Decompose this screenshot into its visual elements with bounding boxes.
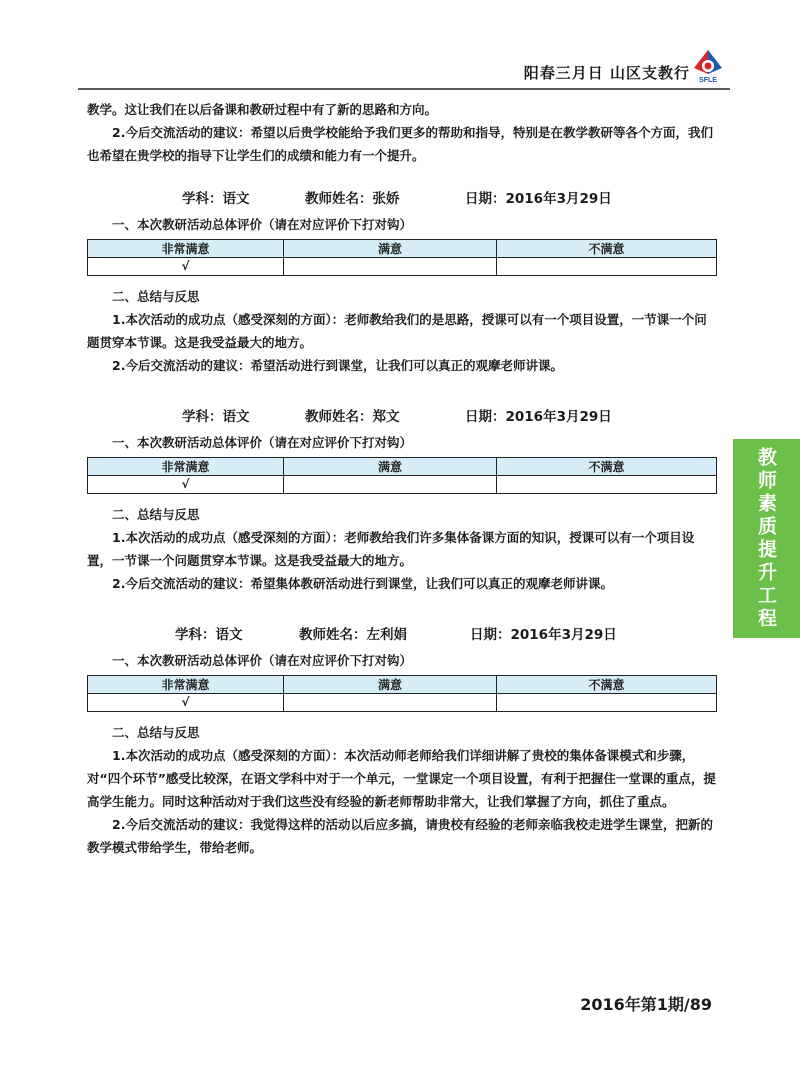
- teacher-info-line: [87, 403, 717, 431]
- summary-title: 二、总结与反思: [112, 289, 200, 304]
- rating-table: [87, 675, 717, 712]
- check-very-satisfied: √: [88, 258, 284, 276]
- check-unsatisfied: [497, 476, 717, 494]
- summary-title: 二、总结与反思: [112, 725, 200, 740]
- subject-label: 学科：语文: [175, 627, 243, 643]
- eval-title: 一、本次教研活动总体评价（请在对应评价下打对钩）: [112, 653, 413, 668]
- evaluation-section-1: [87, 185, 717, 377]
- check-satisfied: [284, 476, 497, 494]
- suggestion: 2.今后交流活动的建议：我觉得这样的活动以后应多搞，请贵校有经验的老师亲临我校走进学生课堂，把新的教学模式带给学生，带给老师。: [87, 817, 713, 855]
- header-satisfied: 满意: [284, 676, 497, 694]
- header-very-satisfied: 非常满意: [88, 676, 284, 694]
- teacher-name: 教师姓名：张娇: [305, 191, 400, 207]
- suggestion: 2.今后交流活动的建议：希望集体教研活动进行到课堂，让我们可以真正的观摩老师讲课。: [112, 576, 613, 591]
- date-label: 日期：2016年3月29日: [465, 191, 612, 207]
- date-label: 日期：2016年3月29日: [470, 627, 617, 643]
- check-unsatisfied: [497, 258, 717, 276]
- page-content: [87, 98, 717, 859]
- summary-title: 二、总结与反思: [112, 507, 200, 522]
- subject-label: 学科：语文: [182, 409, 250, 425]
- suggestion: 2.今后交流活动的建议：希望活动进行到课堂，让我们可以真正的观摩老师讲课。: [112, 358, 563, 373]
- eval-title: 一、本次教研活动总体评价（请在对应评价下打对钩）: [112, 217, 413, 232]
- teacher-info-line: [87, 621, 717, 649]
- success-point: 1.本次活动的成功点（感受深刻的方面）：本次活动师老师给我们详细讲解了贵校的集体备课模式和步骤，对“四个环节”感受比较深，在语文学科中对于一个单元，一堂课定一个项目设置，有利于把握住一堂课的重点，提高学生能力。同时这种活动对于我们这些没有经验的新老师帮助非常大，让我们掌握了方向，抓住了重点。: [87, 748, 716, 809]
- rating-table: [87, 239, 717, 276]
- subject-label: 学科：语文: [182, 191, 250, 207]
- side-tab: [733, 439, 800, 638]
- page-footer: 2016年第1期/89: [580, 995, 712, 1014]
- header-divider: [78, 88, 730, 90]
- header-satisfied: 满意: [284, 240, 497, 258]
- header-unsatisfied: 不满意: [497, 458, 717, 476]
- date-label: 日期：2016年3月29日: [465, 409, 612, 425]
- header-title: 阳春三月日 山区支教行: [523, 64, 690, 82]
- check-very-satisfied: √: [88, 694, 284, 712]
- evaluation-section-2: [87, 403, 717, 595]
- intro-line-1: 教学。这让我们在以后备课和教研过程中有了新的思路和方向。: [87, 102, 438, 117]
- teacher-name: 教师姓名：左利娟: [299, 627, 407, 643]
- teacher-name: 教师姓名：郑文: [305, 409, 400, 425]
- check-satisfied: [284, 694, 497, 712]
- check-very-satisfied: √: [88, 476, 284, 494]
- evaluation-section-3: [87, 621, 717, 859]
- intro-line-2: 2.今后交流活动的建议：希望以后贵学校能给予我们更多的帮助和指导，特别是在教学教研等各个方面，我们也希望在贵学校的指导下让学生们的成绩和能力有一个提升。: [87, 125, 713, 163]
- eval-title: 一、本次教研活动总体评价（请在对应评价下打对钩）: [112, 435, 413, 450]
- header-satisfied: 满意: [284, 458, 497, 476]
- header-unsatisfied: 不满意: [497, 240, 717, 258]
- header-very-satisfied: 非常满意: [88, 458, 284, 476]
- success-point: 1.本次活动的成功点（感受深刻的方面）：老师教给我们的是思路，授课可以有一个项目设置，一节课一个问题贯穿本节课。这是我受益最大的地方。: [87, 312, 707, 350]
- success-point: 1.本次活动的成功点（感受深刻的方面）：老师教给我们许多集体备课方面的知识，授课可以有一个项目设置，一节课一个问题贯穿本节课。这是我受益最大的地方。: [87, 530, 695, 568]
- rating-table: [87, 457, 717, 494]
- logo-text: SFLE: [699, 77, 717, 84]
- teacher-info-line: [87, 185, 717, 213]
- header-very-satisfied: 非常满意: [88, 240, 284, 258]
- side-tab-label: 教师素质提升工程: [755, 446, 777, 631]
- logo-icon: [688, 48, 728, 84]
- check-unsatisfied: [497, 694, 717, 712]
- check-satisfied: [284, 258, 497, 276]
- header-unsatisfied: 不满意: [497, 676, 717, 694]
